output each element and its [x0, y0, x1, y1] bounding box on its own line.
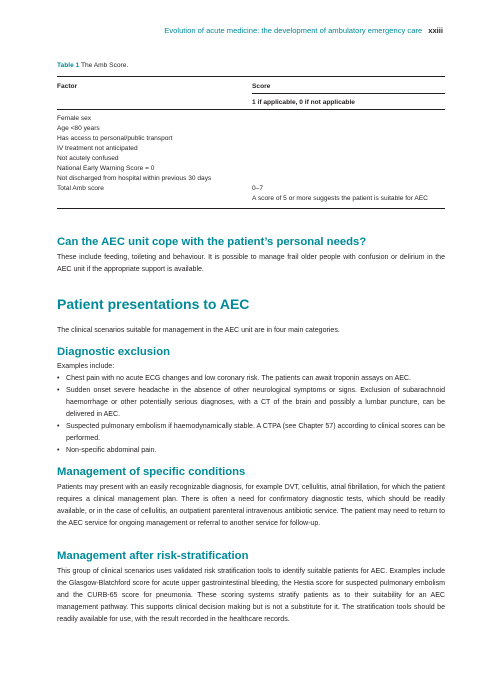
factor-list — [57, 114, 211, 194]
list-item-text: Non-specific abdominal pain. — [66, 447, 157, 454]
table-score-rule — [252, 93, 445, 94]
factor-row: National Early Warning Score = 0 — [57, 165, 155, 172]
presentations-intro: The clinical scenarios suitable for management in the AEC unit are in four main categories. — [57, 327, 340, 334]
factor-row-total: Total Amb score — [57, 185, 104, 192]
list-item-text: Sudden onset severe headache in the absence of other neurological symptoms or signs. Exclusion of subarachnoid haemorrhage or other potentially serious diagnoses, with a CT of the brain and possibly a lumbar puncture, can be delivered in AEC. — [66, 387, 445, 418]
total-score-note: A score of 5 or more suggests the patient is suitable for AEC — [252, 195, 428, 202]
total-score-cell — [252, 184, 428, 204]
list-item — [57, 421, 445, 445]
heading-aec-personal-needs: Can the AEC unit cope with the patient’s personal needs? — [57, 236, 367, 248]
total-score-range: 0–7 — [252, 185, 264, 192]
table-header-rule — [57, 109, 445, 110]
bullet-icon: • — [57, 387, 60, 394]
table-subheader-score: 1 if applicable, 0 if not applicable — [252, 99, 355, 106]
list-item — [57, 385, 445, 421]
table-header-factor: Factor — [57, 83, 78, 90]
list-item-text: Chest pain with no acute ECG changes and low coronary risk. The patients can await troponin assays on AEC. — [66, 375, 411, 382]
list-item-text: Suspected pulmonary embolism if haemodynamically stable. A CTPA (see Chapter 57) according to clinical scores can be performed. — [66, 423, 445, 442]
list-item — [57, 373, 445, 385]
table-top-rule — [57, 76, 445, 77]
factor-row: Not discharged from hospital within previous 30 days — [57, 175, 212, 182]
diagnostic-exclusion-intro: Examples include: — [57, 363, 115, 370]
heading-management-specific: Management of specific conditions — [57, 466, 246, 478]
factor-row: Not acutely confused — [57, 155, 119, 162]
table-header-score: Score — [252, 83, 271, 90]
management-risk-text: This group of clinical scenarios uses validated risk stratification tools to identify suitable patients for AEC. Examples include the Glasgow-Blatchford score for acute upper gastrointestinal bleeding, the Hestia score for suspected pulmonary embolism and the CURB-65 score for pneumonia. These scoring systems stratify patients as to their suitability for an AEC management pathway. This supports clinical decision making but is not a substitute for it. The stratification tools should be readily available for use, with the result recorded in the healthcare records. — [57, 568, 445, 623]
factor-row: IV treatment not anticipated — [57, 145, 138, 152]
bullet-icon: • — [57, 447, 60, 454]
heading-patient-presentations: Patient presentations to AEC — [57, 296, 250, 312]
factor-row: Has access to personal/public transport — [57, 135, 173, 142]
table-label: Table 1 — [57, 62, 80, 69]
heading-diagnostic-exclusion: Diagnostic exclusion — [57, 346, 170, 358]
list-item — [57, 445, 445, 457]
bullet-icon: • — [57, 423, 60, 430]
table-bottom-rule — [57, 208, 445, 209]
diagnostic-exclusion-list — [57, 373, 445, 457]
bullet-icon: • — [57, 375, 60, 382]
table-caption-text: The Amb Score. — [80, 62, 129, 69]
table-caption — [57, 62, 128, 69]
factor-row: Age <80 years — [57, 125, 100, 132]
running-head — [164, 26, 443, 35]
management-specific-text: Patients may present with an easily recognizable diagnosis, for example DVT, cellulitis, atrial fibrillation, for which the patient requires a clinical management plan. There is often a need for confirmatory diagnostic tests, which should be readily available, or in the case of cellulitis, an outpatient parenteral intravenous antibiotic service. The patient may need to return to the AEC service for ongoing management or referral to another service for follow-up. — [57, 484, 445, 527]
aec-personal-needs-text: These include feeding, toileting and behaviour. It is possible to manage frail older people with confusion or delirium in the AEC unit if the appropriate support is available. — [57, 254, 445, 273]
heading-management-risk: Management after risk-stratification — [57, 550, 249, 562]
page-number: xxiii — [428, 26, 443, 35]
factor-row: Female sex — [57, 115, 92, 122]
running-head-title: Evolution of acute medicine: the development of ambulatory emergency care — [164, 26, 423, 35]
